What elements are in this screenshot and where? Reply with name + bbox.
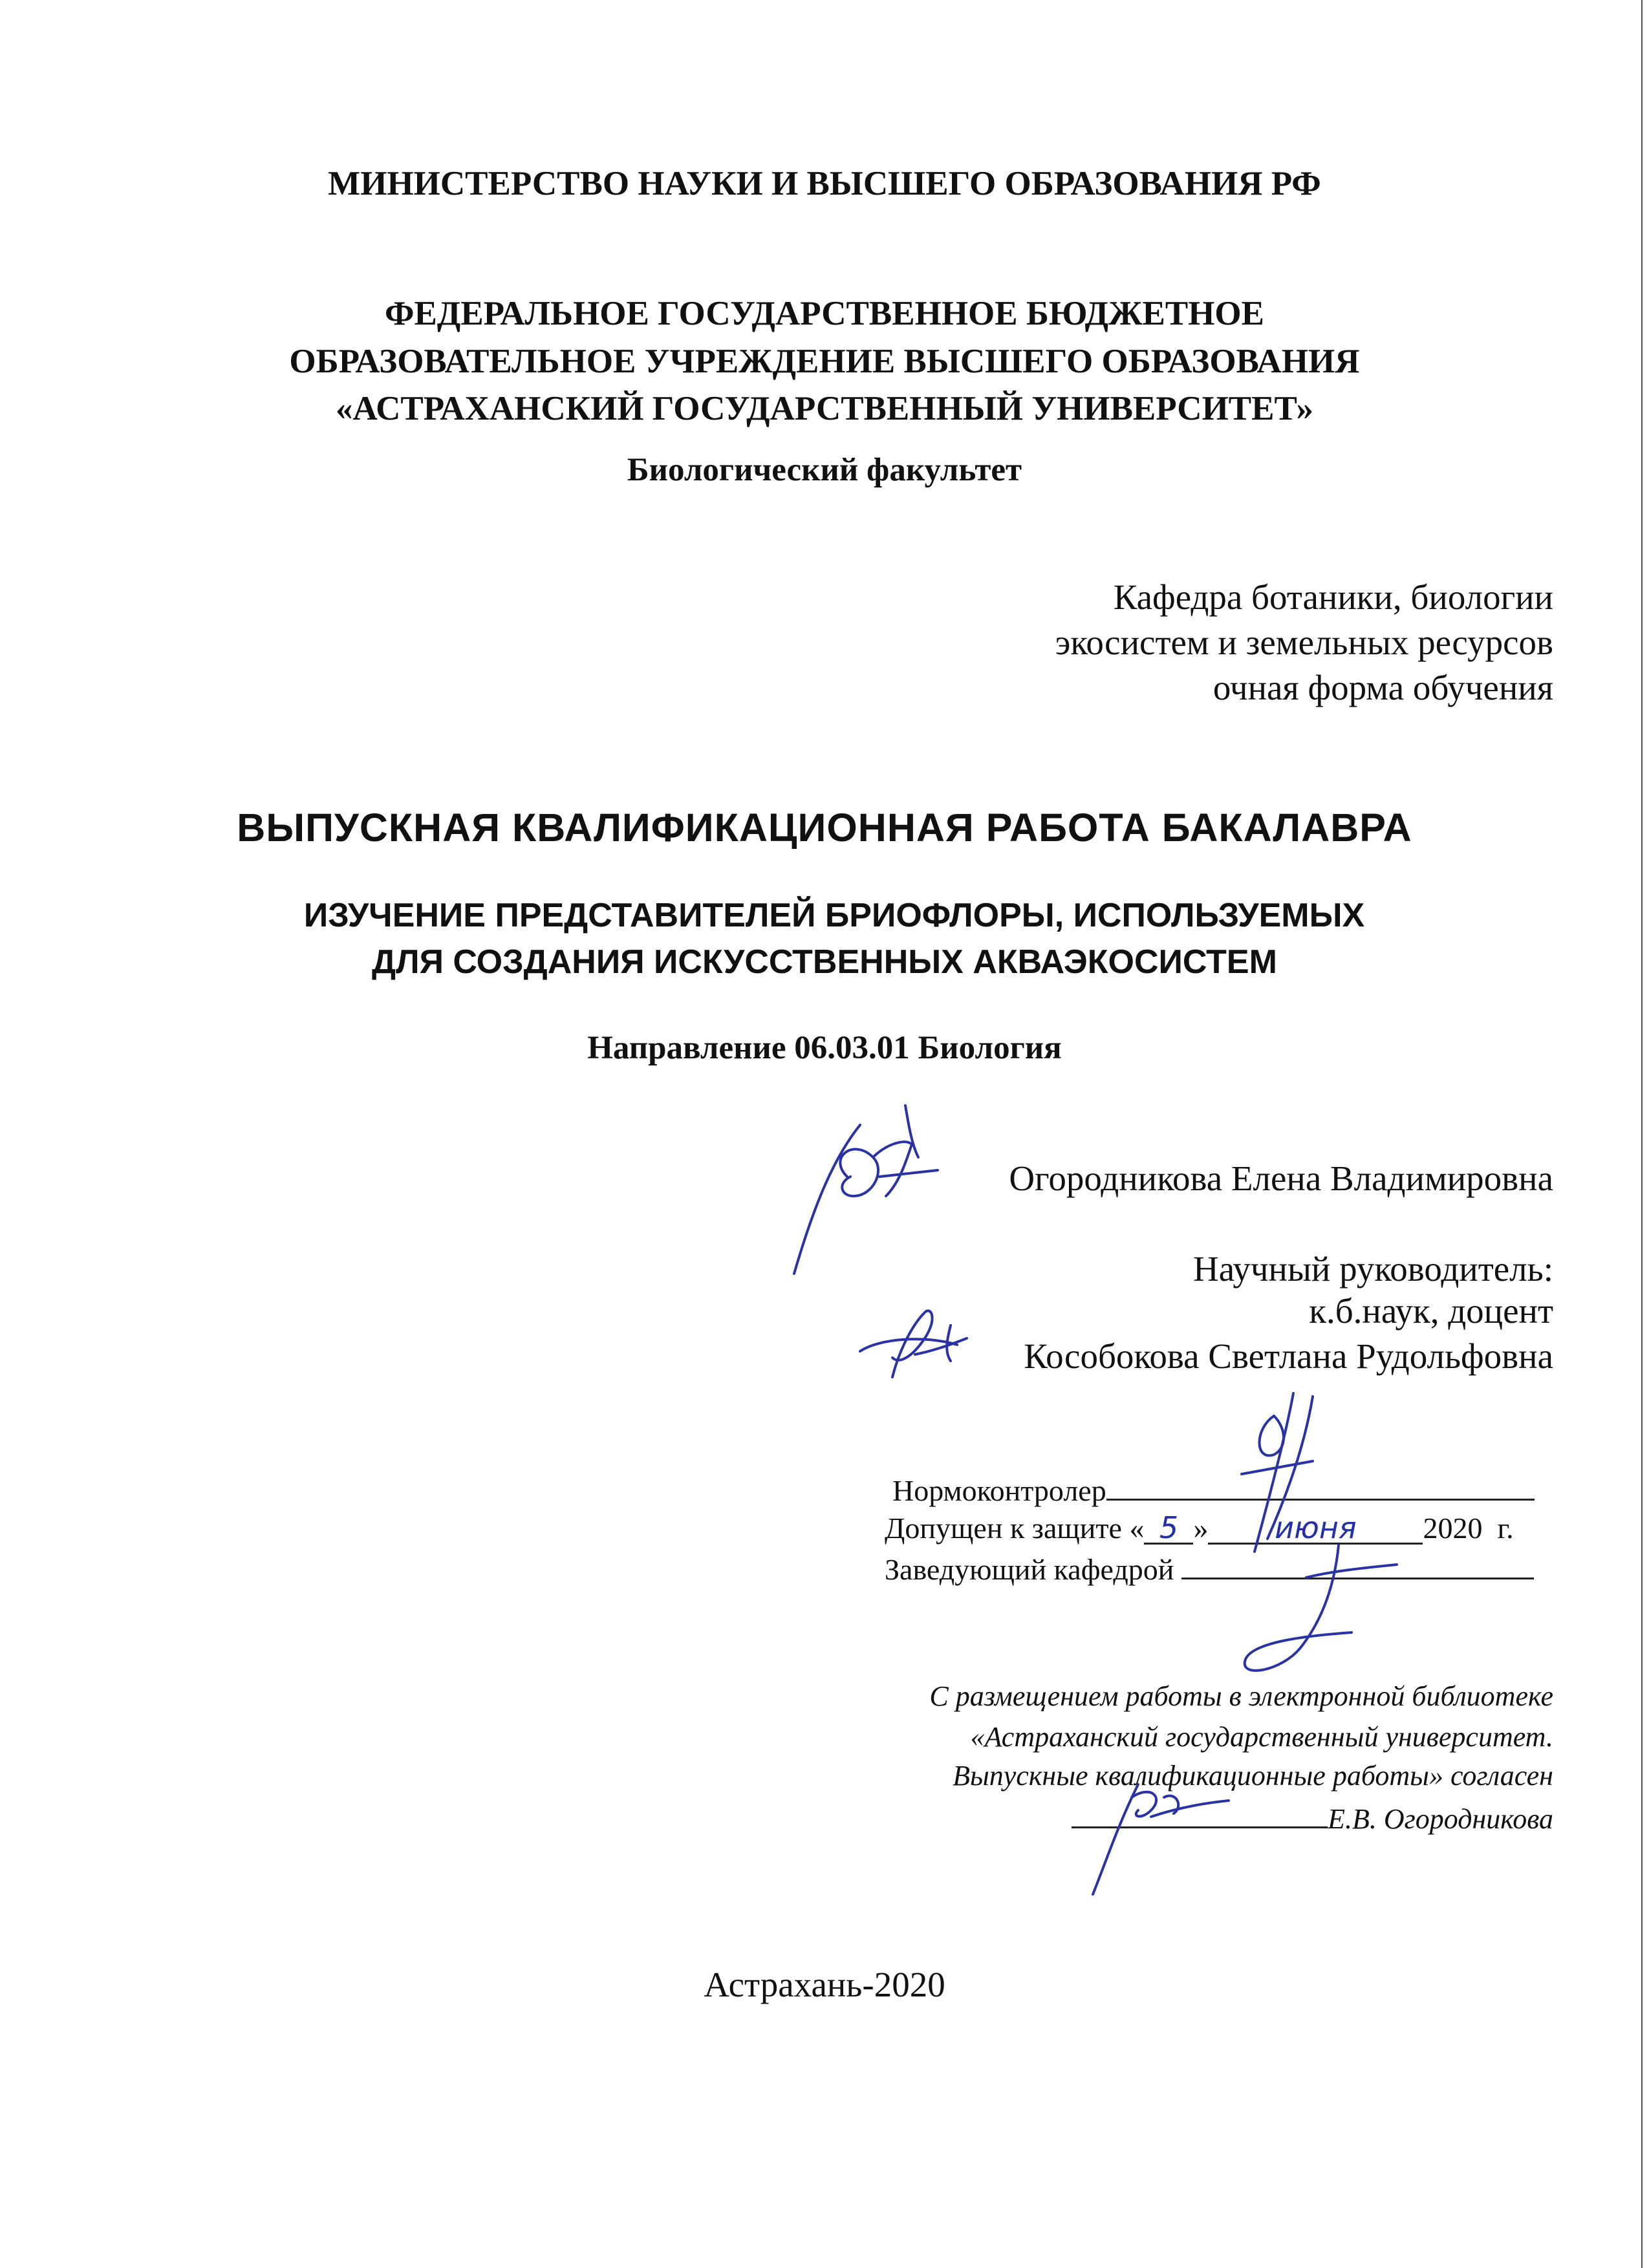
institution-line-2: ОБРАЗОВАТЕЛЬНОЕ УЧРЕЖДЕНИЕ ВЫСШЕГО ОБРАЗОВАНИЯ	[289, 343, 1360, 380]
supervisor-degree: к.б.наук, доцент	[1309, 1291, 1553, 1331]
scan-edge	[1641, 0, 1643, 2268]
supervisor-name: Кособокова Светлана Рудольфовна	[1024, 1336, 1553, 1376]
consent-line-1: С размещением работы в электронной библиотеке	[929, 1680, 1553, 1712]
head-of-department-signature	[1229, 1539, 1410, 1681]
admission-prefix: Допущен к защите «	[885, 1512, 1145, 1545]
city-and-year: Астрахань-2020	[704, 1965, 945, 2004]
consent-line-3: Выпускные квалификационные работы» согласен	[953, 1760, 1553, 1792]
work-type-heading: ВЫПУСКНАЯ КВАЛИФИКАЦИОННАЯ РАБОТА БАКАЛАВРА	[237, 806, 1412, 850]
admission-mid: »	[1193, 1512, 1209, 1545]
supervisor-label: Научный руководитель:	[1193, 1249, 1553, 1289]
study-form: очная форма обучения	[1212, 668, 1553, 707]
admission-suffix: г.	[1497, 1512, 1514, 1545]
department-line-1: Кафедра ботаники, биологии	[1113, 577, 1553, 617]
work-topic-line-2: ДЛЯ СОЗДАНИЯ ИСКУССТВЕННЫХ АКВАЭКОСИСТЕМ	[372, 943, 1277, 981]
supervisor-signature	[854, 1300, 983, 1390]
faculty-name: Биологический факультет	[627, 452, 1022, 488]
study-direction: Направление 06.03.01 Биология	[587, 1030, 1062, 1066]
consent-line-2: «Астраханский государственный университет.	[970, 1721, 1553, 1753]
normocontrol-row	[892, 1473, 1535, 1506]
author-name: Огородникова Елена Владимировна	[1009, 1159, 1553, 1198]
institution-line-3: «АСТРАХАНСКИЙ ГОСУДАРСТВЕННЫЙ УНИВЕРСИТЕТ»	[335, 390, 1313, 427]
normocontrol-label: Нормоконтролер	[892, 1474, 1106, 1507]
admission-day: 5	[1144, 1513, 1193, 1545]
work-topic-line-1: ИЗУЧЕНИЕ ПРЕДСТАВИТЕЛЕЙ БРИОФЛОРЫ, ИСПОЛЬЗУЕМЫХ	[303, 897, 1365, 934]
head-of-department-row	[885, 1552, 1534, 1585]
normocontrol-signature	[1216, 1390, 1332, 1558]
consent-signature	[1067, 1771, 1248, 1901]
admission-year: 2020	[1423, 1512, 1483, 1545]
head-of-department-label: Заведующий кафедрой	[885, 1553, 1174, 1586]
institution-line-1: ФЕДЕРАЛЬНОЕ ГОСУДАРСТВЕННОЕ БЮДЖЕТНОЕ	[385, 295, 1264, 332]
author-signature	[776, 1099, 970, 1293]
department-line-2: экосистем и земельных ресурсов	[1055, 623, 1553, 662]
consent-signer: Е.В. Огородникова	[1328, 1803, 1553, 1835]
admission-month: июня	[1208, 1513, 1423, 1545]
ministry-heading: МИНИСТЕРСТВО НАУКИ И ВЫСШЕГО ОБРАЗОВАНИЯ РФ	[328, 165, 1321, 202]
admission-row	[885, 1510, 1514, 1545]
